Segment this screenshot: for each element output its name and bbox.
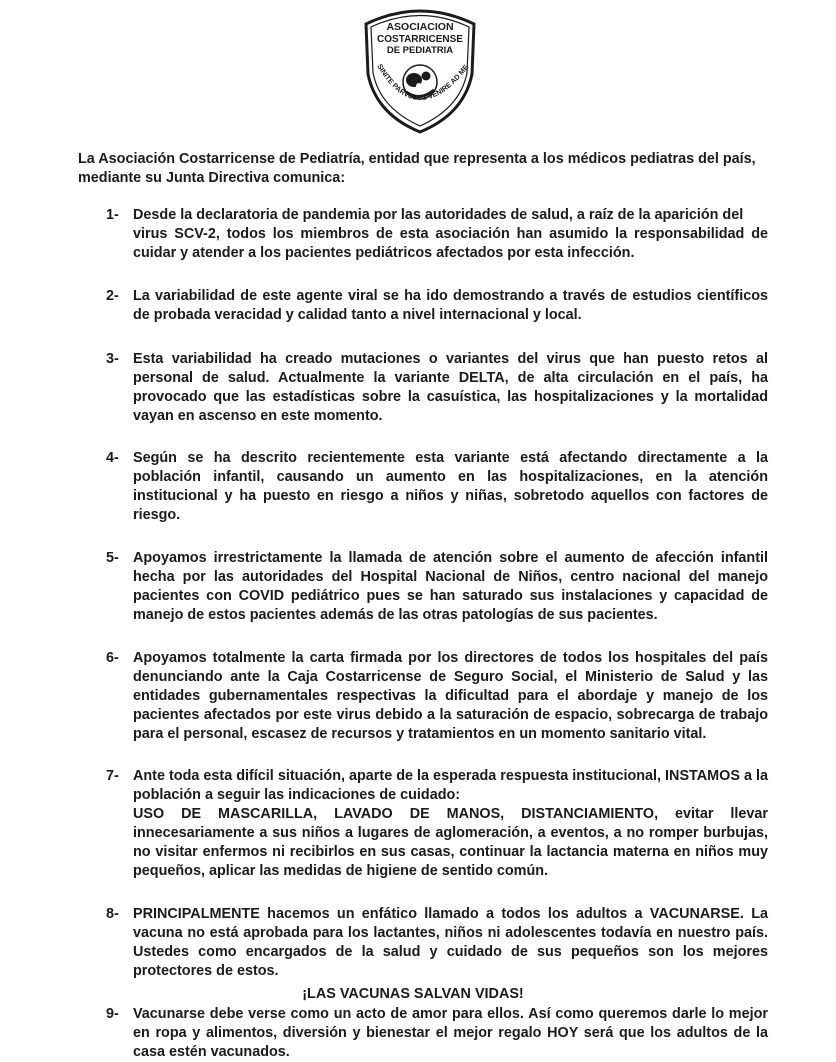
item-number: 2- — [106, 288, 119, 304]
item-line: PRINCIPALMENTE hacemos un enfático llamado a todos los adultos a VACUNARSE. La vacuna no está aprobada para los lactantes, niños ni adolescentes todavía en nuestro país. Ustedes como encargados de la salud y cuidado de sus pequeños son los mejores protectores de estos. — [133, 906, 768, 979]
item-number: 1- — [106, 207, 119, 223]
item-text — [133, 350, 768, 426]
item-line: Vacunarse debe verse como un acto de amor para ellos. Así como queremos darle lo mejor en ropa y alimentos, diversión y bienestar el mejor regalo HOY será que los adultos de la casa estén vacunados. — [133, 1006, 768, 1060]
item-text — [133, 905, 768, 981]
item-text — [133, 549, 768, 625]
item-number: 5- — [106, 550, 119, 566]
list-item — [78, 649, 768, 744]
item-line: Esta variabilidad ha creado mutaciones o variantes del virus que han puesto retos al personal de salud. Actualmente la variante DELTA, de alta circulación en el país, ha provocado que las estadísticas sobre la casuística, las hospitalizaciones y la mortalidad vayan en ascenso en este momento. — [133, 351, 768, 424]
item-number: 8- — [106, 906, 119, 922]
list-item — [78, 549, 768, 625]
item-number: 9- — [106, 1006, 119, 1022]
item-line: Según se ha descrito recientemente esta variante está afectando directamente a la población infantil, causando un aumento en las hospitalizaciones, en la atención institucional y ha puesto en riesgo a niños y niñas, sobretodo aquellos con factores de riesgo. — [133, 450, 768, 523]
item-text — [133, 649, 768, 744]
list-item — [78, 1005, 768, 1062]
item-number: 7- — [106, 768, 119, 784]
logo-text-line3: DE PEDIATRIA — [386, 45, 454, 56]
logo-motto: SINITE PARVULOS VENIRE AD ME — [375, 62, 471, 103]
item-number: 3- — [106, 351, 119, 367]
item-line: virus SCV-2, todos los miembros de esta asociación han asumido la responsabilidad de cuidar y atender a los pacientes pediátricos afectados por esta infección. — [133, 226, 768, 261]
item-line: Ante toda esta difícil situación, aparte de la esperada respuesta institucional, INSTAMOS a la población a seguir las indicaciones de cuidado: — [133, 768, 768, 803]
item-text — [133, 449, 768, 525]
logo-text-line1: ASOCIACION — [386, 21, 454, 33]
logo-text-line2: COSTARRICENSE — [377, 34, 463, 45]
item-text — [133, 1005, 768, 1062]
intro-paragraph: La Asociación Costarricense de Pediatría, entidad que representa a los médicos pediatras del país, mediante su Junta Directiva comunica: — [78, 151, 756, 186]
list-item — [78, 449, 768, 525]
list-item — [78, 767, 768, 881]
shield-emblem-icon — [358, 2, 482, 136]
item-text — [133, 206, 768, 263]
item-text — [133, 287, 768, 325]
list-item — [78, 287, 768, 325]
item-text — [133, 767, 768, 881]
item-line: La variabilidad de este agente viral se ha ido demostrando a través de estudios científicos de probada veracidad y calidad tanto a nivel internacional y local. — [133, 288, 768, 323]
list-item — [78, 206, 768, 263]
item-line: USO DE MASCARILLA, LAVADO DE MANOS, DISTANCIAMIENTO, evitar llevar innecesariamente a sus niños a lugares de aglomeración, a eventos, a no romper burbujas, no visitar enfermos ni recibirlos en sus casas, continuar la lactancia materna en niños muy pequeños, aplicar las medidas de higiene de sentido común. — [133, 806, 768, 879]
item-number: 4- — [106, 450, 119, 466]
item-line: Desde la declaratoria de pandemia por las autoridades de salud, a raíz de la aparición del — [133, 207, 744, 223]
list-item — [78, 350, 768, 426]
item-line: Apoyamos totalmente la carta firmada por los directores de todos los hospitales del país denunciando ante la Caja Costarricense de Seguro Social, el Ministerio de Salud y las entidades gubernamentales respectivas la dificultad para el abordaje y manejo de los pacientes afectados por este virus debido a la saturación de espacio, sobrecarga de trabajo para el personal, escasez de recursos y tratamientos en un momento sanitario vital. — [133, 650, 768, 742]
item-number: 6- — [106, 650, 119, 666]
association-logo — [358, 2, 482, 136]
closing-slogan: ¡LAS VACUNAS SALVAN VIDAS! — [302, 986, 524, 1002]
numbered-list — [78, 206, 768, 1062]
item-line: Apoyamos irrestrictamente la llamada de atención sobre el aumento de afección infantil hecha por las autoridades del Hospital Nacional de Niños, centro nacional del manejo pacientes con COVID pediátrico pues se han saturado sus instalaciones y capacidad de manejo de estos pacientes además de las otras patologías de sus pacientes. — [133, 550, 768, 623]
list-item — [78, 905, 768, 981]
